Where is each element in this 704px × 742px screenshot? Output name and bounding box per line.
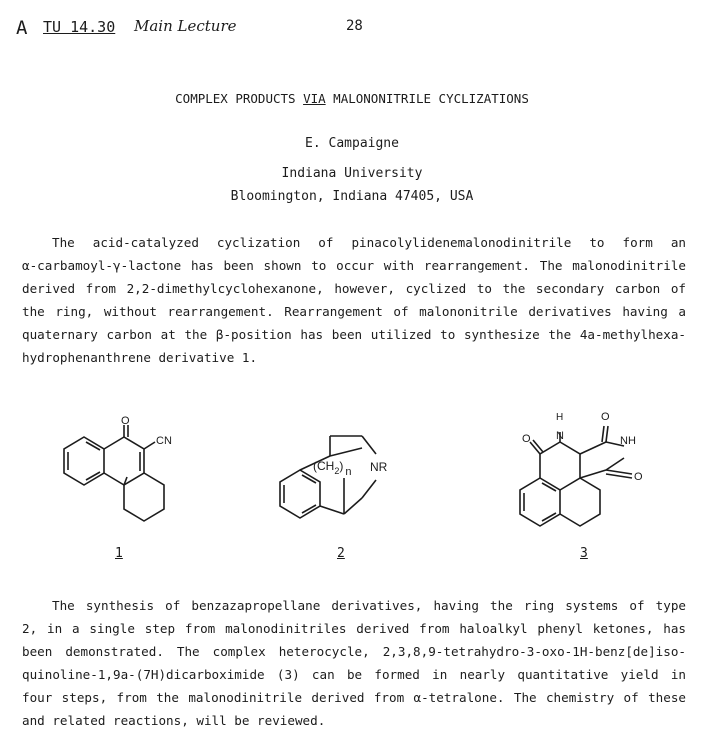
s1-oxygen: O	[121, 415, 130, 427]
paragraph-2-line: The synthesis of benzazapropellane derivatives, having the ring systems of type	[52, 598, 686, 613]
structure-2-label: 2	[337, 546, 345, 561]
s3-nh: NH	[620, 435, 636, 447]
s3-n: N	[556, 430, 564, 442]
structure-1-diagram	[60, 415, 220, 525]
paragraph-1-line: quaternary carbon at the β-position has been utilized to synthesize the 4a-methylhexa-	[22, 327, 686, 342]
paragraph-2-line: quinoline-1,9a-(7H)dicarboximide (3) can be formed in nearly quantitative yield in	[22, 667, 686, 682]
paragraph-1-line: The acid-catalyzed cyclization of pinacolylidenemalonodinitrile to form an	[52, 235, 686, 250]
title-via: VIA	[303, 91, 326, 106]
s1-cn: CN	[156, 435, 172, 447]
section-letter: A	[16, 17, 28, 39]
s2-nr: NR	[370, 460, 388, 474]
structure-3-diagram	[512, 408, 692, 528]
paragraph-2-line: been demonstrated. The complex heterocycle, 2,3,8,9-tetrahydro-3-oxo-1H-benz[de]iso-	[22, 644, 686, 659]
session-code: TU 14.30	[43, 18, 116, 36]
abstract-paragraph-2	[22, 594, 686, 732]
s3-o1: O	[601, 411, 610, 423]
author: E. Campaigne	[305, 136, 399, 151]
structure-3-label: 3	[580, 546, 588, 561]
benzene-ring	[280, 470, 320, 518]
benzene-ring	[64, 437, 104, 485]
paper-title	[0, 91, 704, 106]
paragraph-1-line: hydrophenanthrene derivative 1.	[22, 350, 258, 365]
s3-o3: O	[634, 471, 643, 483]
s3-h: H	[556, 412, 564, 423]
page-number: 28	[346, 18, 363, 34]
paragraph-1-line: the ring, without rearrangement. Rearrangement of malononitrile derivatives having a	[22, 304, 686, 319]
s3-o2: O	[522, 433, 531, 445]
paragraph-2-line: four steps, from the malonodinitrile derived from α-tetralone. The chemistry of these	[22, 690, 686, 705]
benzene-ring	[520, 478, 560, 526]
session-type: Main Lecture	[134, 17, 237, 35]
title-part-2: MALONONITRILE CYCLIZATIONS	[325, 91, 529, 106]
title-part-1: COMPLEX PRODUCTS	[175, 91, 304, 106]
address: Bloomington, Indiana 47405, USA	[230, 189, 474, 204]
paragraph-1-line: derived from 2,2-dimethylcyclohexanone, however, cyclized to the secondary carbon of	[22, 281, 686, 296]
paragraph-1-line: α-carbamoyl-γ-lactone has been shown to occur with rearrangement. The malonodinitrile	[22, 258, 686, 273]
structure-1-label: 1	[115, 546, 123, 561]
paragraph-2-line: 2, in a single step from malonodinitriles derived from haloalkyl phenyl ketones, has	[22, 621, 686, 636]
institution: Indiana University	[281, 166, 423, 181]
abstract-paragraph-1	[22, 231, 686, 369]
structure-2-diagram	[270, 428, 430, 538]
s2-ch2: $(CH_2)$ n	[313, 459, 352, 478]
paragraph-2-line: and related reactions, will be reviewed.	[22, 713, 326, 728]
